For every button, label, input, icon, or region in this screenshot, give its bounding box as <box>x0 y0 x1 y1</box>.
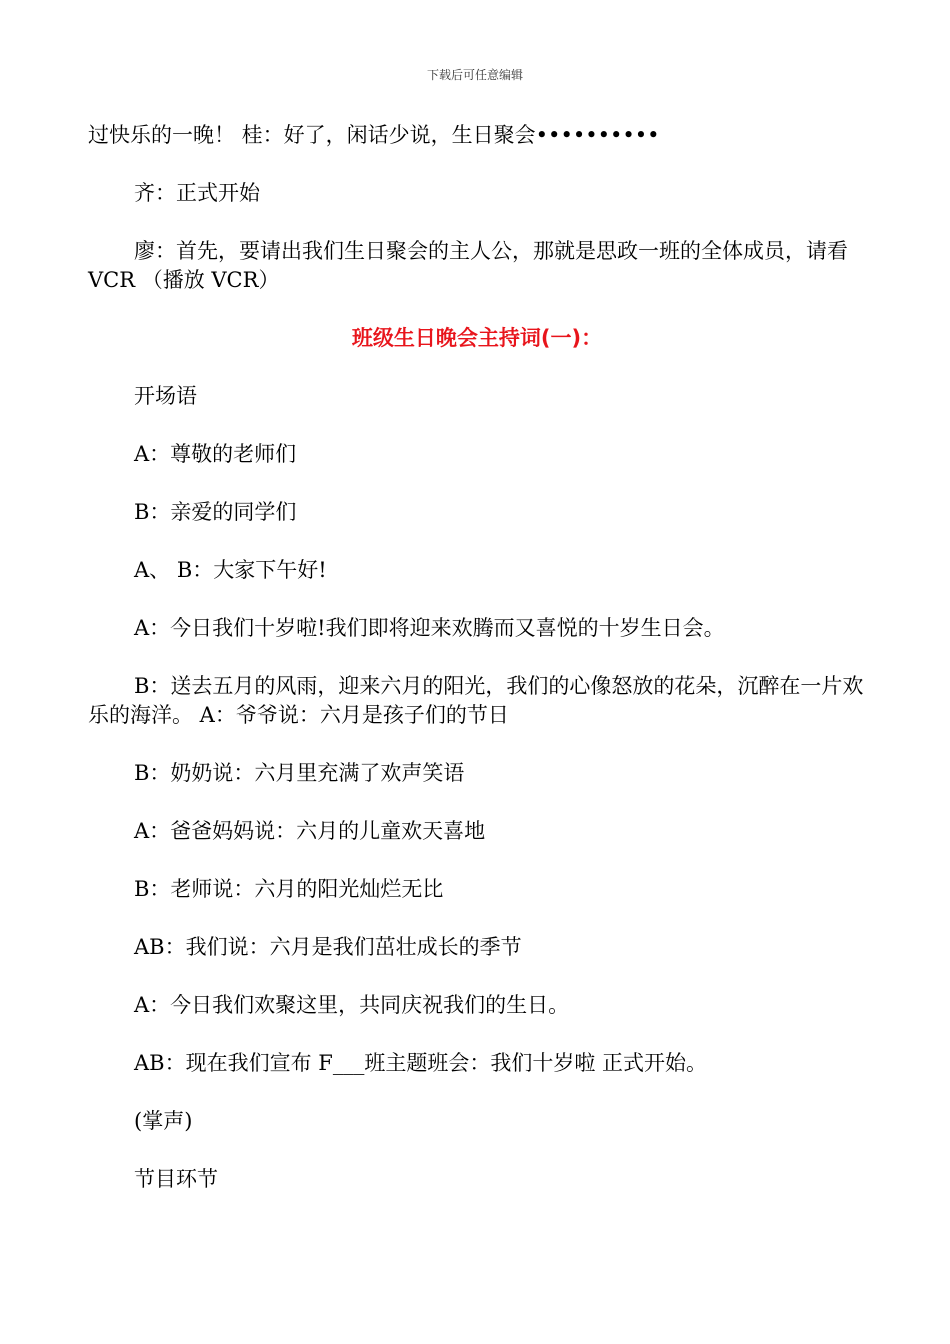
paragraph-7: A、 B：大家下午好! <box>134 558 327 582</box>
paragraph-opening: 开场语 <box>134 384 197 408</box>
paragraph-9: B：送去五月的风雨，迎来六月的阳光，我们的心像怒放的花朵，沉醉在一片欢乐的海洋。 A：爷爷说：六月是孩子们的节日 <box>88 674 864 727</box>
paragraph-11: A：爸爸妈妈说：六月的儿童欢天喜地 <box>134 819 486 843</box>
page-header: 下载后可任意编辑 <box>426 68 523 82</box>
paragraph-8: A：今日我们十岁啦!我们即将迎来欢腾而又喜悦的十岁生日会。 <box>134 616 725 640</box>
paragraph-16: (掌声) <box>134 1109 193 1133</box>
paragraph-13: AB：我们说：六月是我们茁壮成长的季节 <box>134 935 522 959</box>
paragraph-17: 节目环节 <box>134 1167 218 1191</box>
paragraph-10: B：奶奶说：六月里充满了欢声笑语 <box>134 761 465 785</box>
paragraph-3: 廖：首先，要请出我们生日聚会的主人公，那就是思政一班的全体成员，请看 VCR （播放 VCR） <box>88 239 855 292</box>
paragraph-15: AB：现在我们宣布 F___班主题班会：我们十岁啦 正式开始。 <box>134 1051 708 1075</box>
paragraph-12: B：老师说：六月的阳光灿烂无比 <box>134 877 444 901</box>
section-title: 班级生日晚会主持词(一)： <box>351 326 603 350</box>
paragraph-6: B：亲爱的同学们 <box>134 500 297 524</box>
paragraph-5: A：尊敬的老师们 <box>134 442 297 466</box>
paragraph-2: 齐：正式开始 <box>134 181 260 205</box>
document-body <box>88 121 866 1223</box>
paragraph-14: A：今日我们欢聚这里，共同庆祝我们的生日。 <box>134 993 570 1017</box>
paragraph-1: 过快乐的一晚！ 桂：好了，闲话少说，生日聚会•••••••••• <box>88 123 660 147</box>
